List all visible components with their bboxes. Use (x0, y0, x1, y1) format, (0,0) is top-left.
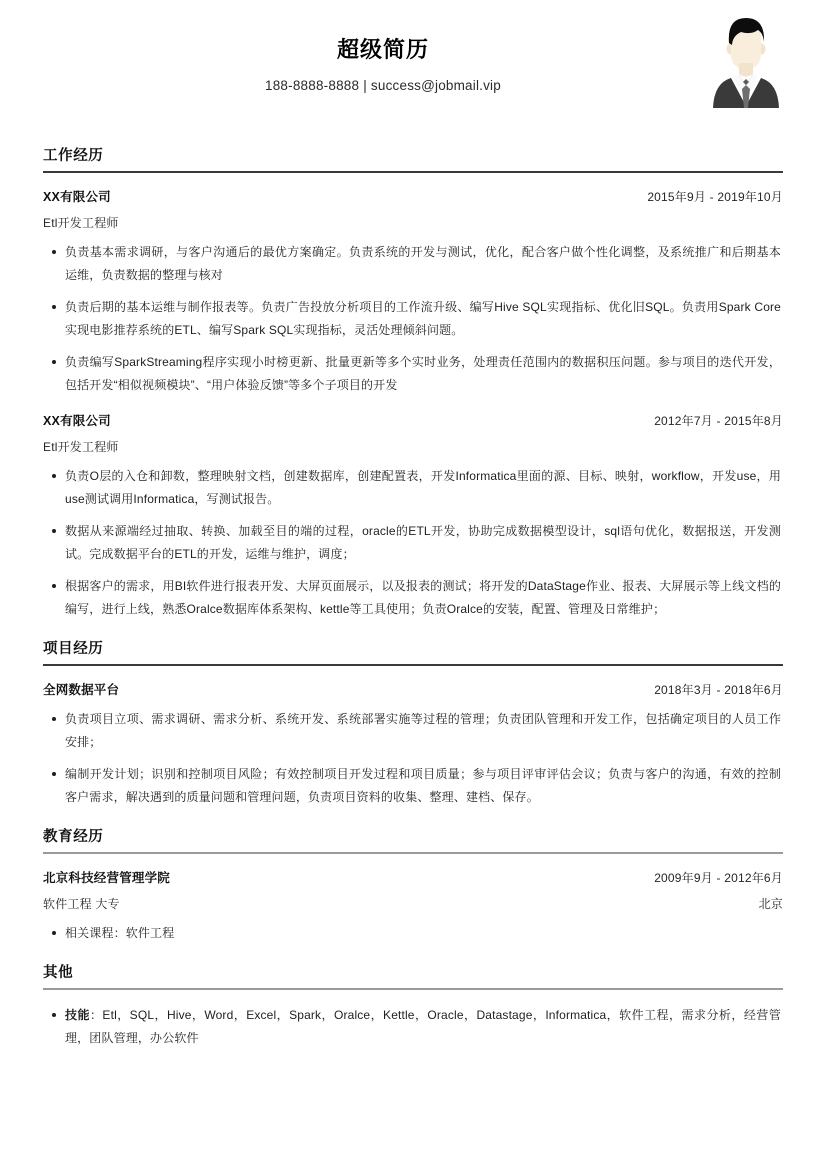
entry-role: Etl开发工程师 (43, 216, 119, 230)
resume-sections (43, 146, 783, 1050)
section-divider (43, 664, 783, 666)
entry-date-range: 2009年9月 - 2012年6月 (654, 871, 783, 885)
bullet-list (43, 708, 783, 809)
bullet-item: 相关课程：软件工程 (43, 922, 783, 945)
entry-title: 北京科技经营管理学院 (43, 871, 171, 885)
bullet-lead-label: 技能 (65, 1008, 90, 1022)
bullet-list (43, 1004, 783, 1050)
entry-date-range: 2012年7月 - 2015年8月 (654, 414, 783, 428)
contact-line (43, 77, 723, 95)
entry (43, 1004, 783, 1050)
section-divider (43, 988, 783, 990)
bullet-item: 负责后期的基本运维与制作报表等。负责广告投放分析项目的工作流升级、编写Hive SQL实现指标、优化旧SQL。负责用Spark Core实现电影推荐系统的ETL、编写Spark SQL实现指标，灵活处理倾斜问题。 (43, 296, 783, 342)
section-项目经历 (43, 639, 783, 809)
section-title: 工作经历 (43, 148, 104, 164)
section-title: 其他 (43, 965, 74, 981)
section-工作经历 (43, 146, 783, 621)
section-教育经历 (43, 827, 783, 945)
bullet-list (43, 465, 783, 621)
avatar (705, 5, 787, 108)
header-center-block (43, 34, 783, 95)
section-divider (43, 852, 783, 854)
entry (43, 868, 783, 945)
bullet-item: 负责项目立项、需求调研、需求分析、系统开发、系统部署实施等过程的管理；负责团队管理和开发工作，包括确定项目的人员工作安排； (43, 708, 783, 754)
phone-number: 188-8888-8888 (265, 78, 360, 93)
entry-subheader-row (43, 438, 783, 455)
bullet-list (43, 922, 783, 945)
resume-header (43, 0, 783, 128)
entry-title: 全网数据平台 (43, 683, 120, 697)
entry-title: XX有限公司 (43, 190, 111, 204)
page-title: 超级简历 (336, 37, 429, 62)
entry-subheader-row (43, 214, 783, 231)
section-title: 项目经历 (43, 641, 104, 657)
bullet-item: 负责O层的入仓和卸数，整理映射文档，创建数据库，创建配置表，开发Informatica里面的源、目标、映射，workflow，开发use，用use测试调用Informatica，写测试报告。 (43, 465, 783, 511)
entry-header-row (43, 187, 783, 205)
bullet-item: 根据客户的需求，用BI软件进行报表开发、大屏页面展示，以及报表的测试；将开发的DataStage作业、报表、大屏展示等上线文档的编写，进行上线，熟悉Oralce数据库体系架构、kettle等工具使用；负责Oralce的安装，配置、管理及日常维护； (43, 575, 783, 621)
entry-location: 北京 (758, 897, 783, 911)
section-title: 教育经历 (43, 829, 104, 845)
bullet-item: 技能：Etl，SQL，Hive，Word，Excel，Spark，Oralce，Kettle，Oracle，Datastage，Informatica，软件工程，需求分析，经营管理，团队管理，办公软件 (43, 1004, 783, 1050)
entry-date-range: 2015年9月 - 2019年10月 (647, 190, 783, 204)
entry (43, 187, 783, 397)
section-divider (43, 171, 783, 173)
bullet-list (43, 241, 783, 397)
bullet-item: 负责编写SparkStreaming程序实现小时榜更新、批量更新等多个实时业务，处理责任范围内的数据积压问题。参与项目的迭代开发，包括开发“相似视频模块”、“用户体验反馈”等多个子项目的开发 (43, 351, 783, 397)
section-其他 (43, 963, 783, 1050)
bullet-item: 数据从来源端经过抽取、转换、加载至目的端的过程，oracle的ETL开发，协助完成数据模型设计，sql语句优化，数据报送，开发测试。完成数据平台的ETL的开发，运维与维护，调度； (43, 520, 783, 566)
contact-separator: | (363, 78, 367, 93)
bullet-item: 编制开发计划；识别和控制项目风险；有效控制项目开发过程和项目质量；参与项目评审评估会议；负责与客户的沟通，有效的控制客户需求，解决遇到的质量问题和管理问题，负责项目资料的收集、整理、建档、保存。 (43, 763, 783, 809)
bullet-item: 负责基本需求调研，与客户沟通后的最优方案确定。负责系统的开发与测试，优化，配合客户做个性化调整，及系统推广和后期基本运维，负责数据的整理与核对 (43, 241, 783, 287)
entry-title: XX有限公司 (43, 414, 111, 428)
entry (43, 680, 783, 809)
email-address: success@jobmail.vip (370, 78, 501, 93)
entry-header-row (43, 868, 783, 886)
entry-subheader-row (43, 895, 783, 912)
entry-header-row (43, 411, 783, 429)
entry (43, 411, 783, 621)
entry-role: Etl开发工程师 (43, 440, 119, 454)
entry-role: 软件工程 大专 (43, 897, 120, 911)
entry-date-range: 2018年3月 - 2018年6月 (654, 683, 783, 697)
entry-header-row (43, 680, 783, 698)
